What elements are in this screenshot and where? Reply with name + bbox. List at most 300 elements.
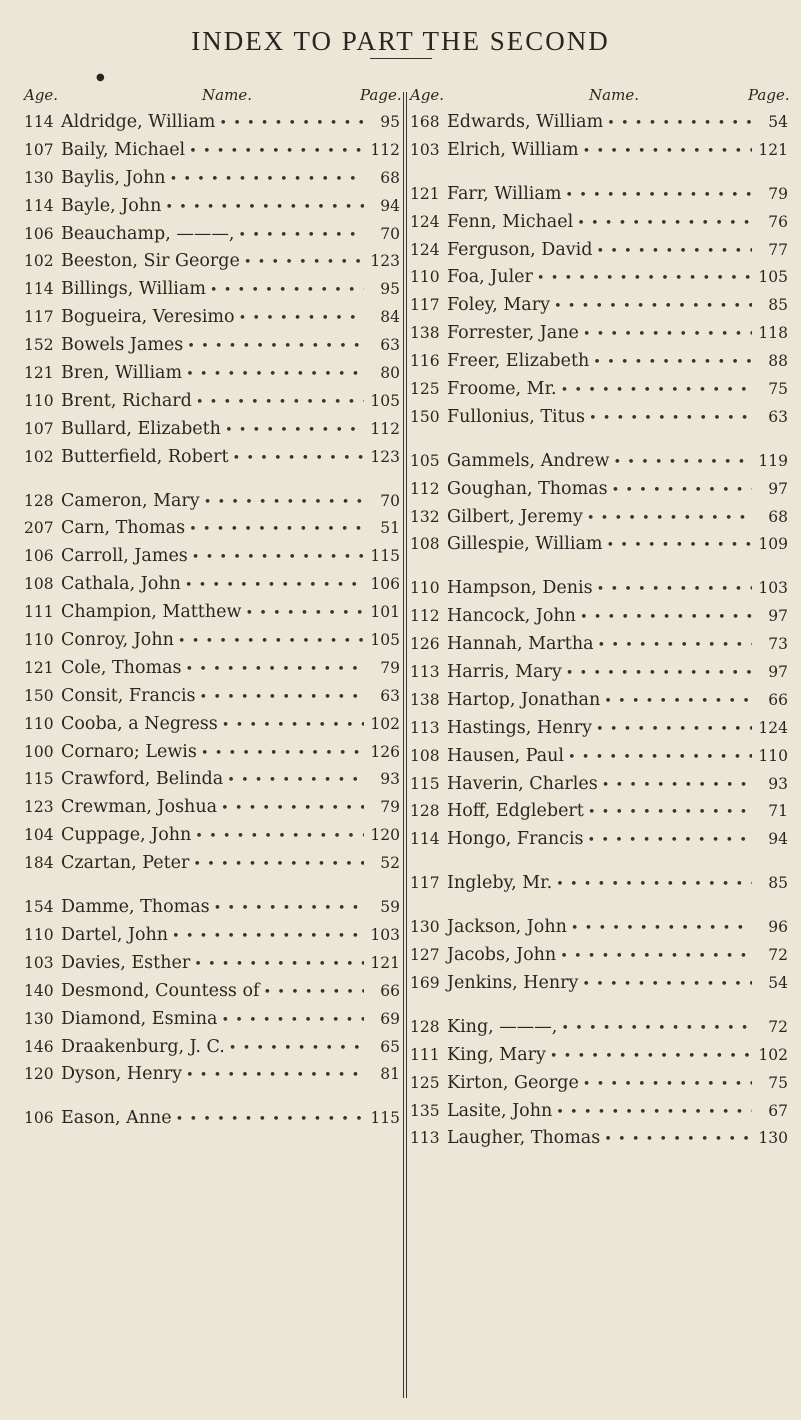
entry-name: Forrester, Jane <box>447 323 579 344</box>
entry-page: 72 <box>768 946 788 965</box>
header-page: Page. <box>360 86 402 104</box>
entry-age: 121 <box>24 658 54 677</box>
entry-page: 118 <box>758 324 788 343</box>
leader-dots <box>170 172 364 187</box>
leader-dots <box>229 1041 364 1056</box>
leader-dots <box>593 355 752 370</box>
entry-age: 107 <box>24 140 54 159</box>
entry-age: 120 <box>24 1065 54 1084</box>
index-entry <box>24 630 400 658</box>
index-entry <box>24 1108 400 1136</box>
entry-name: Hartop, Jonathan <box>447 689 601 710</box>
entry-age: 113 <box>410 663 440 682</box>
entry-page: 105 <box>758 268 788 287</box>
leader-dots <box>583 327 752 342</box>
entry-name: Laugher, Thomas <box>447 1128 601 1149</box>
entry-page: 112 <box>370 140 400 159</box>
entry-age: 125 <box>410 1073 440 1092</box>
index-entry <box>410 534 788 562</box>
index-entry <box>24 363 400 391</box>
entry-age: 106 <box>24 1109 54 1128</box>
entry-page: 95 <box>380 113 400 131</box>
leader-dots <box>577 216 752 231</box>
leader-dots <box>204 495 364 510</box>
entry-age: 108 <box>24 575 54 594</box>
leader-dots <box>554 299 752 314</box>
entry-age: 184 <box>24 854 54 873</box>
entry-page: 70 <box>380 491 400 510</box>
leader-dots <box>589 411 752 426</box>
entry-age: 104 <box>24 826 54 845</box>
index-entry <box>410 212 788 240</box>
entry-page: 109 <box>758 535 788 554</box>
entry-age: 103 <box>410 140 440 159</box>
index-entry <box>24 825 400 853</box>
entry-age: 125 <box>410 380 440 399</box>
entry-name: Jacobs, John <box>447 945 557 966</box>
entry-age: 115 <box>24 770 54 789</box>
index-entry <box>410 801 788 829</box>
entry-age: 106 <box>24 224 54 243</box>
index-entry <box>410 1101 788 1129</box>
index-entry <box>410 746 788 774</box>
entry-name: Beauchamp, ———, <box>61 223 235 244</box>
index-entry <box>24 112 400 140</box>
index-entry <box>24 602 400 630</box>
left-column <box>24 86 400 1136</box>
entry-page: 130 <box>758 1129 788 1148</box>
entry-name: Eason, Anne <box>61 1108 172 1129</box>
entry-page: 79 <box>768 184 788 203</box>
entry-name: Cooba, a Negress <box>61 713 218 734</box>
entry-age: 117 <box>410 874 440 893</box>
entry-name: Foley, Mary <box>447 295 550 316</box>
entry-age: 103 <box>24 953 54 972</box>
entry-age: 152 <box>24 336 54 355</box>
entry-page: 97 <box>768 663 788 682</box>
entry-name: Crawford, Belinda <box>61 769 224 790</box>
entry-page: 79 <box>380 658 400 677</box>
entry-age: 121 <box>410 184 440 203</box>
leader-dots <box>556 1105 752 1120</box>
entry-name: Cole, Thomas <box>61 657 182 678</box>
entry-name: Ingleby, Mr. <box>447 873 553 894</box>
entry-page: 54 <box>768 113 788 131</box>
entry-page: 95 <box>380 280 400 299</box>
leader-dots <box>195 829 364 844</box>
leader-dots <box>227 773 364 788</box>
entry-name: Brent, Richard <box>61 390 192 411</box>
index-entry <box>410 973 788 1001</box>
leader-dots <box>221 1013 364 1028</box>
entry-name: Davies, Esther <box>61 952 191 973</box>
leader-dots <box>172 929 364 944</box>
entry-name: Bowels James <box>61 335 184 356</box>
index-entry <box>410 351 788 379</box>
header-page: Page. <box>748 86 790 104</box>
leader-dots <box>566 666 752 681</box>
entry-age: 124 <box>410 212 440 231</box>
entry-age: 110 <box>24 391 54 410</box>
index-entry <box>410 873 788 901</box>
entry-age: 169 <box>410 973 440 992</box>
entry-age: 128 <box>410 1017 440 1036</box>
leader-dots <box>178 634 364 649</box>
entry-name: Jenkins, Henry <box>447 972 579 993</box>
entry-age: 154 <box>24 898 54 917</box>
left-column-header <box>24 86 400 112</box>
entry-name: Desmond, Countess of <box>61 980 260 1001</box>
entry-age: 114 <box>410 830 440 849</box>
entry-page: 75 <box>768 1073 788 1092</box>
entry-page: 76 <box>768 212 788 231</box>
entry-name: King, Mary <box>447 1044 546 1065</box>
index-entry <box>24 140 400 168</box>
entry-name: Freer, Elizabeth <box>447 351 590 372</box>
index-entry <box>410 578 788 606</box>
index-entry <box>410 407 788 435</box>
leader-dots <box>568 750 752 765</box>
entry-page: 119 <box>758 451 788 470</box>
page-title: INDEX TO PART THE SECOND <box>191 26 610 57</box>
right-column-header <box>410 86 788 112</box>
entry-page: 121 <box>758 140 788 159</box>
entry-age: 128 <box>24 491 54 510</box>
entry-page: 97 <box>768 607 788 626</box>
leader-dots <box>193 857 364 872</box>
leader-dots <box>189 522 364 537</box>
entry-page: 123 <box>370 447 400 466</box>
index-entry <box>24 574 400 602</box>
index-entry <box>24 686 400 714</box>
entry-page: 68 <box>768 507 788 526</box>
index-entry <box>24 797 400 825</box>
index-entry <box>410 1017 788 1045</box>
leader-dots <box>604 694 752 709</box>
index-entry <box>24 742 400 770</box>
entry-age: 110 <box>24 631 54 650</box>
entry-age: 114 <box>24 196 54 215</box>
entry-name: Draakenburg, J. C. <box>61 1036 225 1057</box>
leader-dots <box>598 638 752 653</box>
entry-page: 103 <box>758 579 788 598</box>
entry-page: 70 <box>380 224 400 243</box>
leader-dots <box>583 144 752 159</box>
entry-age: 111 <box>24 603 54 622</box>
entry-name: Carroll, James <box>61 546 188 567</box>
entry-name: Czartan, Peter <box>61 853 190 874</box>
entry-age: 130 <box>24 1009 54 1028</box>
index-entry <box>24 925 400 953</box>
entry-name: Hongo, Francis <box>447 829 584 850</box>
entry-name: Hampson, Denis <box>447 578 593 599</box>
entry-page: 63 <box>380 336 400 355</box>
entry-page: 103 <box>370 925 400 944</box>
entry-name: Goughan, Thomas <box>447 478 608 499</box>
entry-name: Cornaro; Lewis <box>61 741 197 762</box>
index-entry <box>410 606 788 634</box>
leader-dots <box>186 1068 364 1083</box>
leader-dots <box>186 367 364 382</box>
leader-dots <box>225 423 364 438</box>
entry-page: 115 <box>370 547 400 566</box>
entry-age: 110 <box>410 579 440 598</box>
index-entry <box>410 1045 788 1073</box>
leader-dots <box>165 200 364 215</box>
index-entry <box>410 690 788 718</box>
entry-name: Hausen, Paul <box>447 745 564 766</box>
index-entry <box>410 945 788 973</box>
entry-name: Hannah, Martha <box>447 634 594 655</box>
index-entry <box>410 112 788 140</box>
index-entry <box>410 267 788 295</box>
entry-name: Diamond, Esmina <box>61 1008 218 1029</box>
leader-dots <box>556 877 752 892</box>
entry-page: 96 <box>768 918 788 937</box>
entry-age: 117 <box>24 308 54 327</box>
entry-name: Hastings, Henry <box>447 717 593 738</box>
entry-page: 71 <box>768 802 788 821</box>
entry-name: Fullonius, Titus <box>447 406 585 427</box>
index-entry <box>24 1037 400 1065</box>
leader-dots <box>200 690 364 705</box>
entry-name: Farr, William <box>447 183 562 204</box>
leader-dots <box>597 582 752 597</box>
entry-page: 106 <box>370 575 400 594</box>
entry-name: Hancock, John <box>447 606 576 627</box>
entry-name: Kirton, George <box>447 1072 579 1093</box>
entry-page: 105 <box>370 631 400 650</box>
leader-dots <box>604 1132 752 1147</box>
index-entry <box>24 491 400 519</box>
index-entry <box>24 1009 400 1037</box>
leader-dots <box>550 1049 752 1064</box>
index-entry <box>24 518 400 546</box>
entry-name: Gillespie, William <box>447 534 603 555</box>
leader-dots <box>239 311 364 326</box>
entry-page: 88 <box>768 352 788 371</box>
leader-dots <box>222 718 364 733</box>
entry-page: 63 <box>768 407 788 426</box>
entry-age: 130 <box>24 168 54 187</box>
index-entry <box>410 634 788 662</box>
leader-dots <box>192 550 364 565</box>
entry-age: 110 <box>24 925 54 944</box>
entry-age: 126 <box>410 635 440 654</box>
entry-name: Dartel, John <box>61 924 169 945</box>
entry-name: Bullard, Elizabeth <box>61 418 221 439</box>
leader-dots <box>588 833 752 848</box>
header-age: Age. <box>410 86 445 104</box>
entry-age: 108 <box>410 535 440 554</box>
entry-name: Baylis, John <box>61 167 166 188</box>
index-entry <box>410 917 788 945</box>
entry-page: 101 <box>370 603 400 622</box>
entry-age: 112 <box>410 479 440 498</box>
index-entry <box>24 714 400 742</box>
leader-dots <box>537 271 752 286</box>
entry-page: 65 <box>380 1037 400 1056</box>
entry-name: Carn, Thomas <box>61 518 186 539</box>
leader-dots <box>196 395 364 410</box>
entry-page: 93 <box>768 774 788 793</box>
index-entry <box>24 981 400 1009</box>
entry-name: Butterfield, Robert <box>61 446 229 467</box>
entry-page: 105 <box>370 391 400 410</box>
index-entry <box>24 224 400 252</box>
index-entry <box>24 307 400 335</box>
leader-dots <box>561 1021 752 1036</box>
entry-name: Fenn, Michael <box>447 211 574 232</box>
index-entry <box>24 419 400 447</box>
leader-dots <box>187 339 364 354</box>
leader-dots <box>189 144 364 159</box>
index-entry <box>24 251 400 279</box>
index-entry <box>24 279 400 307</box>
leader-dots <box>596 722 752 737</box>
index-entry <box>410 323 788 351</box>
index-entry <box>24 953 400 981</box>
right-column <box>410 86 788 1156</box>
entry-age: 138 <box>410 690 440 709</box>
index-entry <box>24 391 400 419</box>
entry-page: 123 <box>370 252 400 271</box>
entry-name: Bayle, John <box>61 195 162 216</box>
entry-age: 117 <box>410 296 440 315</box>
leader-dots <box>214 901 364 916</box>
leader-dots <box>201 746 364 761</box>
entry-name: Damme, Thomas <box>61 897 210 918</box>
entry-age: 128 <box>410 802 440 821</box>
entry-page: 112 <box>370 419 400 438</box>
title-rule <box>370 58 432 59</box>
entry-page: 59 <box>380 898 400 917</box>
entry-age: 132 <box>410 507 440 526</box>
entry-age: 130 <box>410 918 440 937</box>
entry-page: 102 <box>758 1045 788 1064</box>
entry-name: Beeston, Sir George <box>61 251 240 272</box>
column-divider-inner <box>406 92 407 1398</box>
index-entry <box>410 1128 788 1156</box>
entry-name: Bren, William <box>61 363 183 384</box>
entry-age: 108 <box>410 746 440 765</box>
index-entry <box>24 546 400 574</box>
index-entry <box>24 196 400 224</box>
entry-age: 168 <box>410 113 440 131</box>
leader-dots <box>561 383 752 398</box>
entry-name: Champion, Matthew <box>61 602 242 623</box>
entry-page: 81 <box>380 1065 400 1084</box>
entry-page: 93 <box>380 770 400 789</box>
leader-dots <box>186 662 365 677</box>
entry-page: 66 <box>768 690 788 709</box>
entry-page: 124 <box>758 718 788 737</box>
entry-page: 110 <box>758 746 788 765</box>
leader-dots <box>244 255 364 270</box>
leader-dots <box>580 610 752 625</box>
entry-page: 79 <box>380 798 400 817</box>
entry-name: Hoff, Edglebert <box>447 801 584 822</box>
entry-page: 66 <box>380 981 400 1000</box>
entry-age: 135 <box>410 1101 440 1120</box>
leader-dots <box>606 538 752 553</box>
entry-age: 110 <box>410 268 440 287</box>
entry-name: Conroy, John <box>61 630 174 651</box>
leader-dots <box>582 977 752 992</box>
entry-age: 140 <box>24 981 54 1000</box>
leader-dots <box>587 511 752 526</box>
entry-name: Edwards, William <box>447 112 604 132</box>
entry-age: 112 <box>410 607 440 626</box>
entry-page: 77 <box>768 240 788 259</box>
entry-name: Lasite, John <box>447 1100 553 1121</box>
entry-age: 150 <box>410 407 440 426</box>
entry-name: Ferguson, David <box>447 239 593 260</box>
leader-dots <box>194 957 364 972</box>
leader-dots <box>607 116 752 131</box>
entry-page: 68 <box>380 168 400 187</box>
entry-name: Aldridge, William <box>61 112 216 132</box>
entry-age: 116 <box>410 352 440 371</box>
index-entry <box>24 447 400 475</box>
entry-name: Cameron, Mary <box>61 490 200 511</box>
entry-page: 94 <box>768 830 788 849</box>
entry-age: 111 <box>410 1045 440 1064</box>
entry-page: 126 <box>370 742 400 761</box>
entry-page: 84 <box>380 308 400 327</box>
index-entry <box>410 829 788 857</box>
leader-dots <box>588 805 752 820</box>
entry-name: Elrich, William <box>447 139 579 160</box>
entry-page: 85 <box>768 874 788 893</box>
leader-dots <box>238 228 364 243</box>
entry-name: Billings, William <box>61 279 206 300</box>
entry-age: 114 <box>24 113 54 131</box>
index-entry <box>410 479 788 507</box>
index-entry <box>24 1064 400 1092</box>
leader-dots <box>596 244 752 259</box>
index-entry <box>410 184 788 212</box>
entry-age: 207 <box>24 519 54 538</box>
index-entry <box>410 662 788 690</box>
entry-age: 110 <box>24 714 54 733</box>
entry-name: King, ———, <box>447 1016 558 1037</box>
entry-age: 146 <box>24 1037 54 1056</box>
entry-name: Gilbert, Jeremy <box>447 506 583 527</box>
index-entry <box>410 718 788 746</box>
entry-page: 63 <box>380 686 400 705</box>
entry-page: 94 <box>380 196 400 215</box>
entry-name: Cuppage, John <box>61 825 192 846</box>
entry-name: Haverin, Charles <box>447 773 598 794</box>
entry-age: 113 <box>410 718 440 737</box>
leader-dots <box>233 451 364 466</box>
leader-dots <box>219 116 364 131</box>
entry-page: 120 <box>370 826 400 845</box>
entry-name: Foa, Juler <box>447 267 533 288</box>
entry-page: 75 <box>768 380 788 399</box>
leader-dots <box>221 801 364 816</box>
entry-age: 113 <box>410 1129 440 1148</box>
entry-age: 138 <box>410 324 440 343</box>
entry-page: 54 <box>768 973 788 992</box>
header-age: Age. <box>24 86 59 104</box>
entry-age: 106 <box>24 547 54 566</box>
entry-page: 52 <box>380 854 400 873</box>
entry-page: 102 <box>370 714 400 733</box>
entry-name: Harris, Mary <box>447 662 562 683</box>
entry-page: 115 <box>370 1109 400 1128</box>
